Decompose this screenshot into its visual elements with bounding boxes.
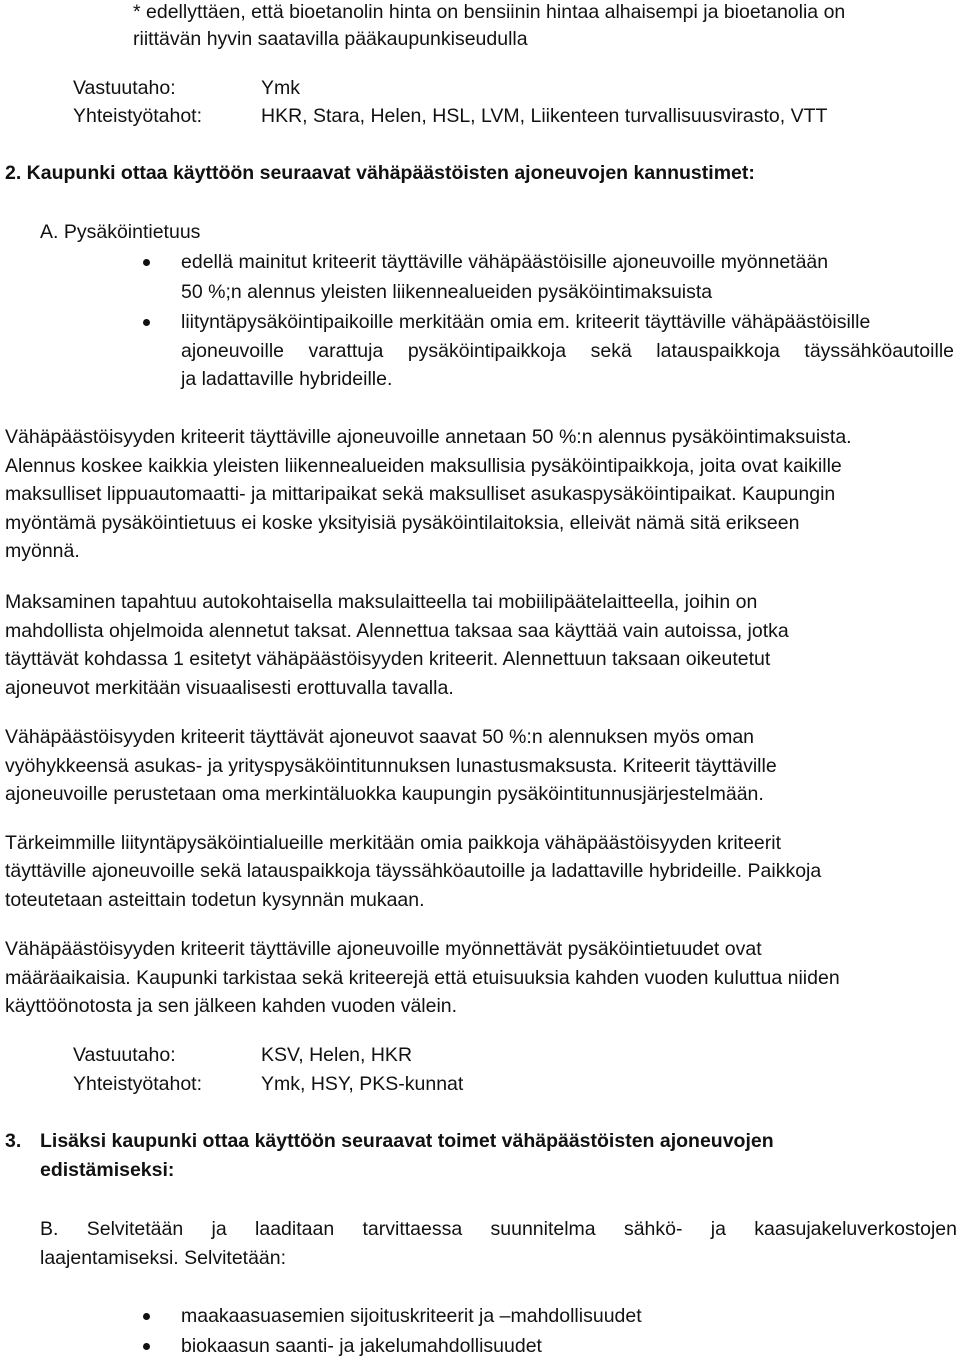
bullet-text: maakaasuasemien sijoituskriteerit ja –mahdollisuudet xyxy=(181,1305,642,1327)
partners-value: Ymk, HSY, PKS-kunnat xyxy=(261,1073,464,1095)
paragraph-line: Maksaminen tapahtuu autokohtaisella maksulaitteella tai mobiilipäätelaitteella, joihin on xyxy=(5,591,758,613)
paragraph-line: myönnä. xyxy=(5,540,80,562)
paragraph-line: Tärkeimmille liityntäpysäköintialueille merkitään omia paikkoja vähäpäästöisyyden kriteerit xyxy=(5,832,782,854)
note-line: * edellyttäen, että bioetanolin hinta on bensiinin hintaa alhaisempi ja bioetanolia on xyxy=(133,1,846,23)
bullet-text: 50 %;n alennus yleisten liikennealueiden pysäköintimaksuista xyxy=(181,281,713,303)
paragraph-line: ajoneuvoille perustetaan oma merkintäluokka kaupungin pysäköintitunnusjärjestelmään. xyxy=(5,783,764,805)
subsection-title: A. Pysäköintietuus xyxy=(40,221,201,243)
paragraph-line: täyttäville ajoneuvoille sekä latauspaikkoja täyssähköautoille ja ladattaville hybrideille. Paikkoja xyxy=(5,860,822,882)
bullet-text: biokaasun saanti- ja jakelumahdollisuudet xyxy=(181,1335,542,1357)
responsible-value: Ymk xyxy=(261,77,300,99)
partners-value: HKR, Stara, Helen, HSL, LVM, Liikenteen turvallisuusvirasto, VTT xyxy=(261,105,828,127)
partners-label: Yhteistyötahot: xyxy=(73,105,202,127)
paragraph-line: määräaikaisia. Kaupunki tarkistaa sekä kriteerejä että etuisuuksia kahden vuoden kuluttua niiden xyxy=(5,967,840,989)
section-number: 3. xyxy=(5,1130,22,1152)
section-heading: 2. Kaupunki ottaa käyttöön seuraavat vähäpäästöisten ajoneuvojen kannustimet: xyxy=(5,162,755,184)
bullet-text: ja ladattaville hybrideille. xyxy=(181,368,393,390)
bullet-icon xyxy=(143,1343,150,1350)
bullet-icon xyxy=(143,259,150,266)
section-heading: edistämiseksi: xyxy=(40,1159,175,1181)
subsection-text: B. Selvitetään ja laaditaan tarvittaessa suunnitelma sähkö- ja kaasujakeluverkostojen xyxy=(40,1218,957,1240)
paragraph-line: myöntämä pysäköintietuus ei koske yksityisiä pysäköintilaitoksia, elleivät nämä sitä erikseen xyxy=(5,512,800,534)
paragraph-line: Alennus koskee kaikkia yleisten liikennealueiden maksullisia pysäköintipaikkoja, joita ovat kaikille xyxy=(5,455,842,477)
paragraph-line: Vähäpäästöisyyden kriteerit täyttävät ajoneuvot saavat 50 %:n alennuksen myös oman xyxy=(5,726,755,748)
bullet-text: ajoneuvoille varattuja pysäköintipaikkoja sekä latauspaikkoja täyssähköautoille xyxy=(181,340,954,362)
bullet-text: edellä mainitut kriteerit täyttäville vähäpäästöisille ajoneuvoille myönnetään xyxy=(181,251,829,273)
section-heading: Lisäksi kaupunki ottaa käyttöön seuraavat toimet vähäpäästöisten ajoneuvojen xyxy=(40,1130,774,1152)
subsection-text: laajentamiseksi. Selvitetään: xyxy=(40,1247,287,1269)
paragraph-line: Vähäpäästöisyyden kriteerit täyttäville ajoneuvoille myönnettävät pysäköintietuudet ovat xyxy=(5,938,762,960)
paragraph-line: toteutetaan asteittain todetun kysynnän mukaan. xyxy=(5,889,425,911)
bullet-icon xyxy=(143,1313,150,1320)
paragraph-line: ajoneuvot merkitään visuaalisesti erottuvalla tavalla. xyxy=(5,677,454,699)
paragraph-line: käyttöönotosta ja sen jälkeen kahden vuoden välein. xyxy=(5,995,458,1017)
paragraph-line: vyöhykkeensä asukas- ja yrityspysäköintitunnuksen lunastusmaksusta. Kriteerit täyttäville xyxy=(5,755,777,777)
bullet-icon xyxy=(143,319,150,326)
bullet-text: liityntäpysäköintipaikoille merkitään omia em. kriteerit täyttäville vähäpäästöisille xyxy=(181,311,871,333)
note-line: riittävän hyvin saatavilla pääkaupunkiseudulla xyxy=(133,28,528,50)
partners-label: Yhteistyötahot: xyxy=(73,1073,202,1095)
responsible-label: Vastuutaho: xyxy=(73,77,176,99)
responsible-label: Vastuutaho: xyxy=(73,1044,176,1066)
responsible-value: KSV, Helen, HKR xyxy=(261,1044,413,1066)
paragraph-line: mahdollista ohjelmoida alennetut taksat. Alennettua taksaa saa käyttää vain autoissa, jotka xyxy=(5,620,789,642)
paragraph-line: täyttävät kohdassa 1 esitetyt vähäpäästöisyyden kriteerit. Alennettuun taksaan oikeutetut xyxy=(5,648,771,670)
paragraph-line: maksulliset lippuautomaatti- ja mittaripaikat sekä maksulliset asukaspysäköintipaikat. Kaupungin xyxy=(5,483,836,505)
paragraph-line: Vähäpäästöisyyden kriteerit täyttäville ajoneuvoille annetaan 50 %:n alennus pysäköintimaksuista. xyxy=(5,426,852,448)
